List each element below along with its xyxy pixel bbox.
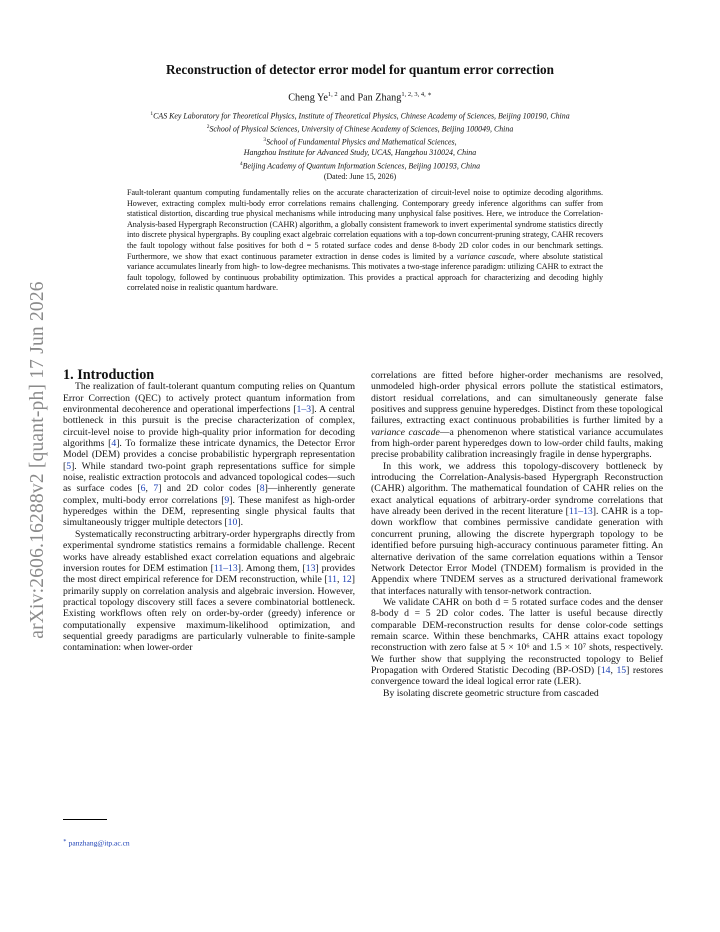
paragraph: We validate CAHR on both d = 5 rotated surface codes and the denser 8-body d = 5 2D color codes. The latter is useful because directly comparable DEM-reconstruction results for dense color-code settings remain scarce. Within these benchmarks, CAHR attains exact topology reconstruction with zero false at 5 × 10⁶ and 1.5 × 10⁷ shots, respectively. We further show that supplying the reconstructed topology to Belief Propagation with Ordered Statistic Decoding (BP-OSD) [14, 15] restores convergence toward the ideal logical error rate (LER).: [371, 596, 663, 688]
author-1: Cheng Ye: [288, 92, 328, 104]
author-2: Pan Zhang: [357, 92, 402, 104]
affil-text: School of Fundamental Physics and Mathematical Sciences,: [266, 137, 457, 147]
citation-link[interactable]: 7: [153, 483, 159, 495]
paper-title: Reconstruction of detector error model for quantum error correction: [166, 62, 554, 77]
author-2-affil: 1, 2, 3, 4, ∗: [401, 91, 432, 98]
affil-sup: 1: [150, 111, 154, 117]
citation-link[interactable]: 11–13: [213, 562, 238, 574]
footnote: [63, 838, 130, 848]
affil-text: Beijing Academy of Quantum Information Sciences, Beijing 100193, China: [242, 161, 481, 171]
citation-link[interactable]: 12: [342, 574, 352, 586]
affil-text: CAS Key Laboratory for Theoretical Physics, Institute of Theoretical Physics, Chinese Academy of Sciences, Beijing 100190, China: [153, 111, 570, 121]
footnote-marker: ∗: [63, 838, 67, 844]
right-column: [371, 370, 663, 699]
section-heading: 1. Introduction: [63, 367, 155, 383]
abstract: [127, 188, 603, 294]
citation-link[interactable]: 11–13: [568, 506, 593, 518]
paragraph: Systematically reconstructing arbitrary-order hypergraphs directly from experimental syndrome statistics remains a formidable challenge. Recent works have already established exact correlation equations and algebraic inversion routes for DEM estimation [11–13]. Among them, [13] provides the most direct empirical reference for DEM reconstruction, while [11, 12] primarily supply on correlation analysis and algebraic inversion. However, practical topology discovery still faces a severe combinatorial bottleneck. Existing workflows often rely on order-by-order (greedy) inference or computationally expensive maximum-likelihood optimization, and sequential greedy paradigms are particularly vulnerable to finite-sample contamination: when lower-order: [63, 528, 356, 654]
citation-link[interactable]: 10: [227, 517, 238, 529]
arxiv-id-text: arXiv:2606.16288v2 [quant-ph] 17 Jun 2026: [27, 281, 48, 639]
left-column: [63, 367, 356, 654]
affiliations: [60, 109, 660, 183]
paragraph: The realization of fault-tolerant quantum computing relies on Quantum Error Correction (QEC) to actively protect quantum information from environmental decoherence and operational imperfections [1–3]. A central bottleneck in this pursuit is the precise characterization of complex, circuit-level noise to provide high-quality prior information for decoding algorithms [4]. To formalize these intricate dynamics, the Detector Error Model (DEM) provides a concise probabilistic hypergraph representation [5]. While standard two-point graph representations suffice for simple noise, realistic extraction protocols and advanced topological codes—such as surface codes [6, 7] and 2D color codes [8]—inherently generate complex, multi-body error correlations [9]. These manifest as high-order hyperedges within the DEM, representing single physical faults that simultaneously trigger multiple detectors [10].: [63, 381, 356, 529]
paragraph: In this work, we address this topology-discovery bottleneck by introducing the Correlation-Analysis-based Hypergraph Reconstruction (CAHR) algorithm. The mathematical foundation of CAHR relies on the exact analytical equations of arbitrary-order syndrome correlations that have already been derived in the recent literature [11–13]. CAHR is a top-down workflow that combines permissive candidate generation with concurrent pruning, allowing the discrete hypergraph topology to be identified before pursuing high-accuracy continuous parameter fitting. An alternative derivation of the same correlation equations within a Tensor Network Detector Error Model (TNDEM) formalism is provided in the Appendix where TNDEM serves as a structured derivational framework that interfaces naturally with tensor-network contraction.: [371, 460, 663, 597]
affil-sup: 4: [239, 160, 243, 167]
paragraph: correlations are fitted before higher-order mechanisms are resolved, unmodeled high-order physical errors pollute the statistical estimators, distort residual correlations, and can simultaneously generate false positives and suppress genuine hyperedges. Distinct from these topological failures, extracting exact continuous probabilities is further limited by a variance cascade—a phenomenon where statistical variance accumulates from high-order parent hyperedges down to low-order child faults, making precise probability calibration increasingly fragile in dense hypergraphs.: [371, 370, 663, 461]
citation-link[interactable]: 14: [600, 664, 611, 676]
affil-text: Hangzhou Institute for Advanced Study, UCAS, Hangzhou 310024, China: [243, 148, 477, 158]
abstract-part: Fault-tolerant quantum computing fundamentally relies on the accurate characterization of circuit-level noise to optimize decoding algorithms. However, extracting complex multi-body error correlations remains challenging. Contemporary greedy inference algorithms can suffer from statistical distortion, discarding true physical mechanisms while introducing many unphysical false positives. Here, we introduce the Correlation-Analysis-based Hypergraph Reconstruction (CAHR) algorithm, a globally consistent framework to invert experimental syndrome statistics directly into discrete physical hypergraphs. By coupling exact algebraic correlation equations with a top-down concurrent-pruning strategy, CAHR recovers the fault topology without false positives for both d = 5 rotated surface codes and dense 8-body 2D color codes in our benchmark settings. Furthermore, we show that exact continuous parameter extraction in dense codes is limited by a: [127, 188, 603, 261]
affil-sup: 2: [206, 124, 210, 131]
abstract-text: [127, 188, 603, 294]
author-1-affil: 1, 2: [327, 91, 338, 98]
author-line: [80, 90, 640, 103]
citation-link[interactable]: 8: [259, 483, 265, 495]
citation-link[interactable]: 13: [305, 562, 316, 574]
affiliation-3: [60, 135, 660, 148]
footnote-rule: [63, 819, 107, 820]
abstract-emphasis: variance cascade: [456, 251, 515, 261]
affil-text: School of Physical Sciences, University of Chinese Academy of Sciences, Beijing 100049, China: [209, 124, 514, 134]
citation-link[interactable]: 6: [140, 483, 146, 495]
paragraph: By isolating discrete geometric structure from cascaded: [383, 687, 599, 699]
email-link[interactable]: panzhang@itp.ac.cn: [68, 838, 130, 848]
arxiv-identifier-stamp: [18, 250, 58, 670]
author-and: and: [340, 92, 355, 104]
abstract-part: , where absolute statistical variance accumulates linearly from high- to low-degree mechanisms. This motivates a two-stage inference paradigm: utilizing CAHR to extract the fault topology, followed by continuous probability optimization. This provides a practical approach for characterizing and decoding highly correlated noise in realistic quantum hardware.: [127, 251, 603, 293]
citation-link[interactable]: 11: [327, 574, 337, 586]
citation-link[interactable]: 1–3: [296, 404, 312, 416]
date-line: (Dated: June 15, 2026): [323, 172, 397, 181]
citation-link[interactable]: 9: [224, 494, 230, 506]
citation-link[interactable]: 15: [616, 664, 627, 676]
affiliation-2: [60, 122, 660, 135]
affiliation-1: [60, 109, 660, 122]
citation-link[interactable]: 5: [66, 460, 72, 472]
affiliation-3b: [60, 148, 660, 159]
affil-sup: 3: [263, 137, 267, 144]
affiliation-4: [60, 159, 660, 172]
citation-link[interactable]: 4: [111, 438, 117, 450]
